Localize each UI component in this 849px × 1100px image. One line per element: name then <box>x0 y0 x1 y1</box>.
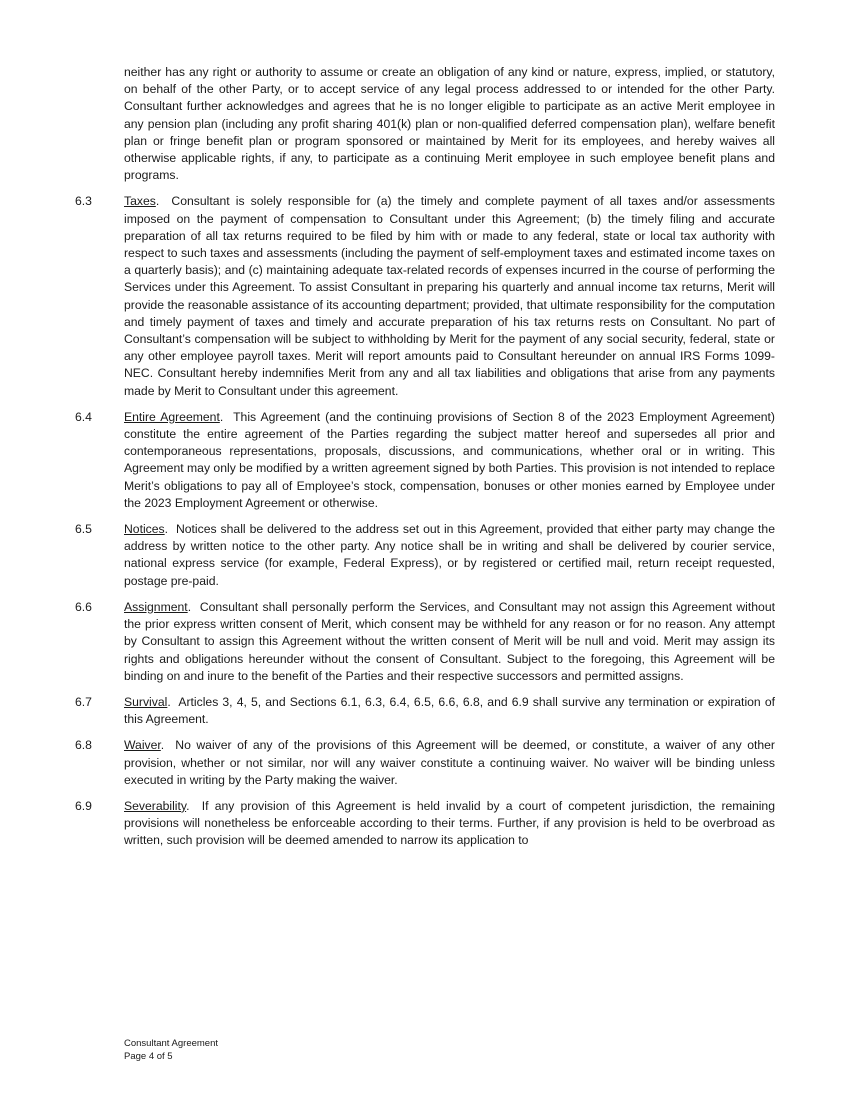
page-footer <box>124 1037 218 1063</box>
section-body: No waiver of any of the provisions of this Agreement will be deemed, or constitute, a waiver of any other provision, whether or not similar, nor will any waiver constitute a continuing waiver. No waiver will be binding unless executed in writing by the Party making the waiver. <box>124 738 775 787</box>
section-6-5: 6.5 Notices. Notices shall be delivered to the address set out in this Agreement, provided that either party may change the address by written notice to the other party. Any notice shall be in writing and shall be delivered by courier service, national express service (for example, Federal Express), or by registered or certified mail, return receipt requested, postage pre-paid. <box>75 522 775 588</box>
section-6-6: 6.6 Assignment. Consultant shall personally perform the Services, and Consultant may not assign this Agreement without the prior express written consent of Merit, which consent may be withheld for any reason or for no reason. Any attempt by Consultant to assign this Agreement without the written consent of Merit will be null and void. Merit may assign its rights and obligations hereunder without the consent of Consultant. Subject to the foregoing, this Agreement will be binding on and inure to the benefit of the Parties and their respective successors and permitted assigns. <box>75 599 775 683</box>
section-body: Consultant is solely responsible for (a) the timely and complete payment of all taxes and/or assessments imposed on the payment of compensation to Consultant under this Agreement; (b) the timely filing and accurate preparation of all tax returns required to be filed by him with or made to any federal, state or local tax authority with respect to such taxes and assessments (including the payment of self-employment taxes and estimated income taxes on a quarterly basis); and (c) maintaining adequate tax-related records of expenses incurred in the course of performing the Services under this Agreement. To assist Consultant in preparing his quarterly and annual income tax returns, Merit will provide the reasonable assistance of its accounting department; provided, that ultimate responsibility for the computation and timely payment of taxes and timely and accurate preparation of his tax returns rests on Consultant. No part of Consultant’s compensation will be subject to withholding by Merit for the payment of any social security, federal, state or any other employee payroll taxes. Merit will report amounts paid to Consultant hereunder on annual IRS Forms 1099-NEC. Consultant hereby indemnifies Merit from any and all tax liabilities and obligations that arise from any payments made by Merit to Consultant under this agreement. <box>124 194 775 398</box>
document-body <box>75 64 775 859</box>
footer-document-title: Consultant Agreement <box>124 1038 219 1049</box>
section-heading: Waiver <box>124 738 161 753</box>
section-6-3: 6.3 Taxes. Consultant is solely responsible for (a) the timely and complete payment of all taxes and/or assessments imposed on the payment of compensation to Consultant under this Agreement; (b) the timely filing and accurate preparation of all tax returns required to be filed by him with or made to any federal, state or local tax authority with respect to such taxes and assessments (including the payment of self-employment taxes and estimated income taxes on a quarterly basis); and (c) maintaining adequate tax-related records of expenses incurred in the course of performing the Services under this Agreement. To assist Consultant in preparing his quarterly and annual income tax returns, Merit will provide the reasonable assistance of its accounting department; provided, that ultimate responsibility for the computation and timely payment of taxes and timely and accurate preparation of his tax returns rests on Consultant. No part of Consultant’s compensation will be subject to withholding by Merit for the payment of any social security, federal, state or any other employee payroll taxes. Merit will report amounts paid to Consultant hereunder on annual IRS Forms 1099-NEC. Consultant hereby indemnifies Merit from any and all tax liabilities and obligations that arise from any payments made by Merit to Consultant under this agreement. <box>75 194 775 398</box>
section-heading: Taxes <box>124 194 156 209</box>
section-heading: Assignment <box>124 599 188 614</box>
section-number: 6.3 <box>75 194 92 209</box>
intro-paragraph: neither has any right or authority to assume or create an obligation of any kind or nature, express, implied, or statutory, on behalf of the other Party, or to accept service of any legal process addressed to or intended for the other Party. Consultant further acknowledges and agrees that he is no longer eligible to participate as an active Merit employee in any pension plan (including any profit sharing 401(k) plan or non-qualified deferred compensation plan), welfare benefit plan or fringe benefit plan or program sponsored or maintained by Merit for its employees, and hereby waives all otherwise applicable rights, if any, to participate as a continuing Merit employee in such employee benefit plans and programs. <box>124 65 775 183</box>
section-number: 6.7 <box>75 694 92 709</box>
section-6-7: 6.7 Survival. Articles 3, 4, 5, and Sections 6.1, 6.3, 6.4, 6.5, 6.6, 6.8, and 6.9 shall survive any termination or expiration of this Agreement. <box>75 694 775 727</box>
section-body: If any provision of this Agreement is held invalid by a court of competent jurisdiction, the remaining provisions will nonetheless be enforceable according to their terms. Further, if any provision is held to be overbroad as written, such provision will be deemed amended to narrow its application to <box>124 798 775 848</box>
section-number: 6.6 <box>75 599 92 614</box>
section-body: Notices shall be delivered to the address set out in this Agreement, provided that either party may change the address by written notice to the other party. Any notice shall be in writing and shall be delivered by courier service, national express service (for example, Federal Express), or by registered or certified mail, return receipt requested, postage pre-paid. <box>124 522 775 588</box>
section-6-4: 6.4 Entire Agreement. This Agreement (and the continuing provisions of Section 8 of the 2023 Employment Agreement) constitute the entire agreement of the Parties regarding the subject matter hereof and supersedes all prior and contemporaneous representations, proposals, discussions, and communications, whether oral or in writing. This Agreement may only be modified by a written agreement signed by both Parties. This provision is not intended to replace Merit’s obligations to pay all of Employee’s stock, compensation, bonuses or other monies earned by Employee under the 2023 Employment Agreement or otherwise. <box>75 409 775 510</box>
section-body: Consultant shall personally perform the Services, and Consultant may not assign this Agreement without the prior express written consent of Merit, which consent may be withheld for any reason or for no reason. Any attempt by Consultant to assign this Agreement without the written consent of Merit will be null and void. Merit may assign its rights and obligations hereunder without the consent of Consultant. Subject to the foregoing, this Agreement will be binding on and inure to the benefit of the Parties and their respective successors and permitted assigns. <box>124 599 775 683</box>
section-6-9: 6.9 Severability. If any provision of this Agreement is held invalid by a court of competent jurisdiction, the remaining provisions will nonetheless be enforceable according to their terms. Further, if any provision is held to be overbroad as written, such provision will be deemed amended to narrow its application to <box>75 798 775 848</box>
section-heading: Notices <box>124 522 165 537</box>
section-body: Articles 3, 4, 5, and Sections 6.1, 6.3, 6.4, 6.5, 6.6, 6.8, and 6.9 shall survive any termination or expiration of this Agreement. <box>124 694 775 727</box>
section-body: This Agreement (and the continuing provisions of Section 8 of the 2023 Employment Agreement) constitute the entire agreement of the Parties regarding the subject matter hereof and supersedes all prior and contemporaneous representations, proposals, discussions, and communications, whether oral or in writing. This Agreement may only be modified by a written agreement signed by both Parties. This provision is not intended to replace Merit’s obligations to pay all of Employee’s stock, compensation, bonuses or other monies earned by Employee under the 2023 Employment Agreement or otherwise. <box>124 409 775 510</box>
section-heading: Severability <box>124 798 187 813</box>
section-heading: Entire Agreement <box>124 409 220 424</box>
section-number: 6.8 <box>75 738 92 753</box>
section-number: 6.5 <box>75 522 92 537</box>
section-number: 6.4 <box>75 409 92 424</box>
section-heading: Survival <box>124 694 168 709</box>
footer-page-number: Page 4 of 5 <box>124 1051 173 1062</box>
section-6-8: 6.8 Waiver. No waiver of any of the provisions of this Agreement will be deemed, or constitute, a waiver of any other provision, whether or not similar, nor will any waiver constitute a continuing waiver. No waiver will be binding unless executed in writing by the Party making the waiver. <box>75 738 775 787</box>
section-number: 6.9 <box>75 798 92 813</box>
